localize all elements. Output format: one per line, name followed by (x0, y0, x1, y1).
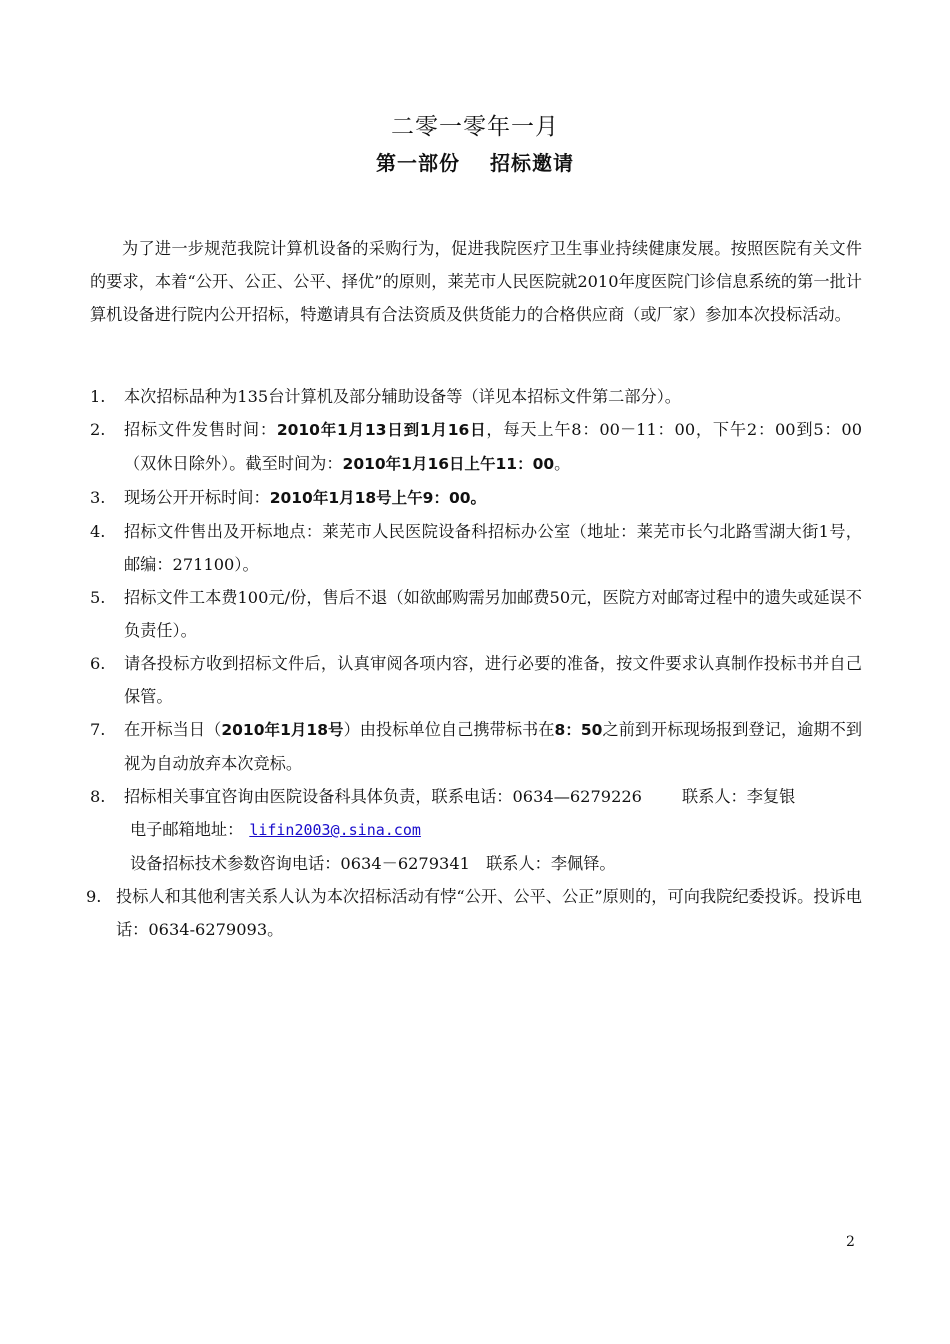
page-number: 2 (846, 1234, 855, 1250)
list-number: 1. (90, 387, 106, 406)
list-item-text: ，每天上午8：00－11：00，下午2：00到5：00（双休日除外）。截至时间为： (124, 420, 862, 473)
list-item-4 (90, 515, 862, 581)
section-title (0, 149, 950, 177)
list-item-1 (90, 380, 862, 413)
deadline-highlight: 2010年1月16日上午11：00 (342, 455, 555, 473)
list-number: 5. (90, 588, 106, 607)
list-item-text: 投标人和其他利害关系人认为本次招标活动有悖“公开、公平、公正”原则的，可向我院纪委投诉。投诉电话：0634-6279093。 (116, 887, 862, 939)
contact-person: 联系人：李复银 (681, 787, 796, 806)
opening-time-highlight: 2010年1月18号上午9：00。 (269, 489, 487, 507)
list-item-8 (90, 780, 862, 880)
list-item-text: 本次招标品种为135台计算机及部分辅助设备等（详见本招标文件第二部分）。 (124, 387, 681, 406)
sale-period-highlight: 2010年1月13日到1月16日 (276, 421, 487, 439)
list-item-text: 在开标当日（ (124, 720, 222, 739)
list-number: 9. (86, 887, 102, 906)
email-label: 电子邮箱地址： (130, 820, 244, 839)
list-number: 8. (90, 787, 106, 806)
list-item-5 (90, 581, 862, 647)
list-item-3 (90, 481, 862, 515)
list-item-text: 招标文件售出及开标地点：莱芜市人民医院设备科招标办公室（地址：莱芜市长勺北路雪湖大街1号，邮编：271100）。 (124, 522, 862, 574)
section-part-label: 第一部份 (376, 151, 460, 175)
list-number: 6. (90, 654, 106, 673)
list-item-2 (90, 413, 862, 481)
date-heading: 二零一零年一月 (391, 114, 559, 140)
section-name-label: 招标邀请 (490, 151, 574, 175)
list-number: 7. (90, 720, 106, 739)
tender-terms-list (86, 380, 863, 946)
list-number: 2. (90, 420, 106, 439)
list-item-7 (90, 713, 862, 780)
list-item-6 (90, 647, 862, 713)
list-item-text: ）由投标单位自己携带标书在 (343, 720, 555, 739)
list-item-text: 招标文件工本费100元/份，售后不退（如欲邮购需另加邮费50元，医院方对邮寄过程中的遗失或延误不负责任）。 (124, 588, 862, 640)
checkin-time-highlight: 8：50 (554, 721, 603, 739)
opening-date-highlight: 2010年1月18号 (221, 721, 344, 739)
email-link[interactable]: lifin2003@.sina.com (249, 821, 421, 839)
list-item-9 (86, 880, 862, 946)
email-line (124, 813, 862, 847)
list-item-text: 招标文件发售时间： (124, 420, 277, 439)
list-item-text: 。 (554, 454, 571, 473)
tech-consult-line: 设备招标技术参数咨询电话：0634－6279341 联系人：李佩铎。 (130, 854, 616, 873)
list-item-text: 之前到开标现场报到登记，逾期不到视为自动放弃本次竞标。 (124, 720, 863, 773)
list-item-text: 现场公开开标时间： (124, 488, 270, 507)
list-number: 4. (90, 522, 106, 541)
list-number: 3. (90, 488, 106, 507)
list-item-text: 招标相关事宜咨询由医院设备科具体负责，联系电话：0634—6279226 (124, 787, 642, 806)
list-item-text: 请各投标方收到招标文件后，认真审阅各项内容，进行必要的准备，按文件要求认真制作投标书并自己保管。 (124, 654, 862, 706)
intro-paragraph: 为了进一步规范我院计算机设备的采购行为，促进我院医疗卫生事业持续健康发展。按照医院有关文件的要求，本着“公开、公正、公平、择优”的原则，莱芜市人民医院就2010年度医院门诊信息系统的第一批计算机设备进行院内公开招标，特邀请具有合法资质及供货能力的合格供应商（或厂家）参加本次投标活动。 (90, 239, 862, 324)
